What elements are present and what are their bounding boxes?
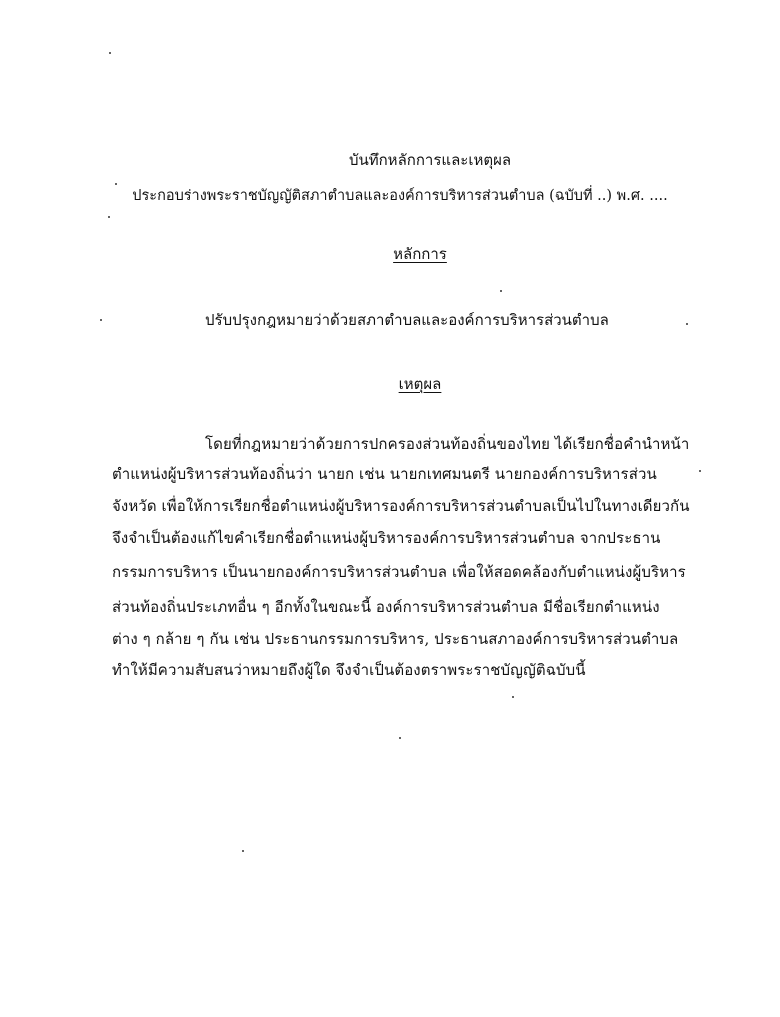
scan-speck [115,183,117,185]
reason-line: กรรมการบริหาร เป็นนายกองค์การบริหารส่วนตำบล เพื่อให้สอดคล้องกับตำแหน่งผู้บริหาร [112,563,686,581]
scan-speck [686,323,688,325]
scan-speck [399,737,401,739]
principle-heading: หลักการ [393,245,447,263]
reason-line: โดยที่กฎหมายว่าด้วยการปกครองส่วนท้องถิ่นของไทย ได้เรียกชื่อคำนำหน้า [205,435,690,453]
reason-line: ทำให้มีความสับสนว่าหมายถึงผู้ใด จึงจำเป็นต้องตราพระราชบัญญัติฉบับนี้ [112,661,586,679]
reason-line: ตำแหน่งผู้บริหารส่วนท้องถิ่นว่า นายก เช่น นายกเทศมนตรี นายกองค์การบริหารส่วน [112,465,657,483]
reason-line: ส่วนท้องถิ่นประเภทอื่น ๆ อีกทั้งในขณะนี้ องค์การบริหารส่วนตำบล มีชื่อเรียกตำแหน่ง [112,598,660,616]
document-subtitle: ประกอบร่างพระราชบัญญัติสภาตำบลและองค์การบริหารส่วนตำบล (ฉบับที่ ..) พ.ศ. .... [132,188,668,204]
reason-heading: เหตุผล [398,375,442,393]
scan-speck [100,319,102,321]
principle-text: ปรับปรุงกฎหมายว่าด้วยสภาตำบลและองค์การบริหารส่วนตำบล [205,311,609,329]
document-title: บันทึกหลักการและเหตุผล [348,151,512,169]
scan-speck [500,290,502,292]
reason-line: จังหวัด เพื่อให้การเรียกชื่อตำแหน่งผู้บริหารองค์การบริหารส่วนตำบลเป็นไปในทางเดียวกัน [112,497,690,515]
scan-speck [242,850,244,852]
scan-speck [699,470,701,472]
scan-speck [108,216,110,218]
scan-speck [109,52,111,54]
reason-line: ต่าง ๆ กล้าย ๆ กัน เช่น ประธานกรรมการบริหาร, ประธานสภาองค์การบริหารส่วนตำบล [112,630,679,648]
scan-speck [512,696,514,698]
reason-line: จึงจำเป็นต้องแก้ไขคำเรียกชื่อตำแหน่งผู้บริหารองค์การบริหารส่วนตำบล จากประธาน [112,529,661,547]
